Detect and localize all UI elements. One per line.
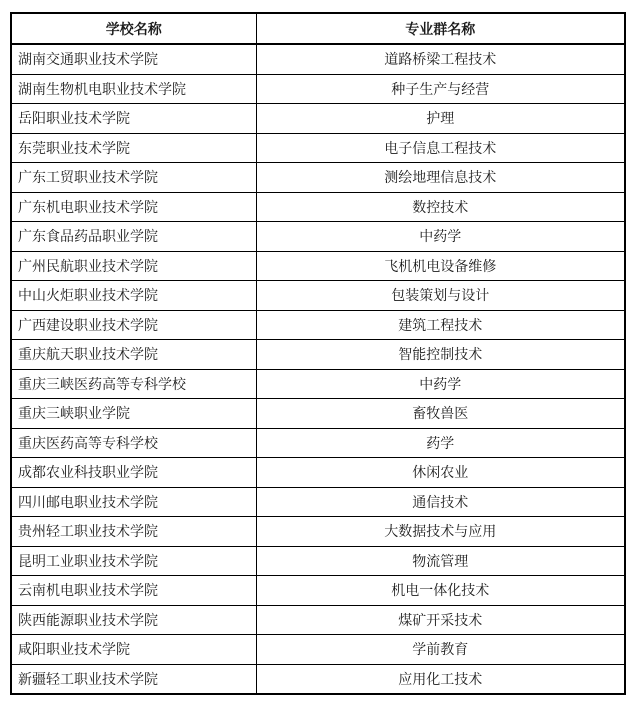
school-name-cell: 岳阳职业技术学院 <box>11 104 256 134</box>
table-row <box>11 605 625 635</box>
major-group-cell: 种子生产与经营 <box>256 74 625 104</box>
major-group-cell: 中药学 <box>256 222 625 252</box>
major-group-cell: 畜牧兽医 <box>256 399 625 429</box>
major-group-cell: 大数据技术与应用 <box>256 517 625 547</box>
school-name-cell: 中山火炬职业技术学院 <box>11 281 256 311</box>
table-row <box>11 281 625 311</box>
major-group-cell: 药学 <box>256 428 625 458</box>
major-group-cell: 通信技术 <box>256 487 625 517</box>
table-row <box>11 104 625 134</box>
header-major-group-name: 专业群名称 <box>256 13 625 44</box>
table-row <box>11 340 625 370</box>
table-row <box>11 74 625 104</box>
school-major-group-table <box>10 12 626 695</box>
school-name-cell: 湖南生物机电职业技术学院 <box>11 74 256 104</box>
school-name-cell: 昆明工业职业技术学院 <box>11 546 256 576</box>
major-group-cell: 测绘地理信息技术 <box>256 163 625 193</box>
table-row <box>11 163 625 193</box>
major-group-cell: 护理 <box>256 104 625 134</box>
major-group-cell: 中药学 <box>256 369 625 399</box>
major-group-cell: 休闲农业 <box>256 458 625 488</box>
major-group-cell: 包装策划与设计 <box>256 281 625 311</box>
school-name-cell: 东莞职业技术学院 <box>11 133 256 163</box>
school-name-cell: 广东工贸职业技术学院 <box>11 163 256 193</box>
table-row <box>11 428 625 458</box>
school-name-cell: 云南机电职业技术学院 <box>11 576 256 606</box>
table-row <box>11 517 625 547</box>
school-name-cell: 广东机电职业技术学院 <box>11 192 256 222</box>
table-row <box>11 369 625 399</box>
school-name-cell: 贵州轻工职业技术学院 <box>11 517 256 547</box>
table-row <box>11 664 625 694</box>
major-group-cell: 智能控制技术 <box>256 340 625 370</box>
school-name-cell: 重庆三峡医药高等专科学校 <box>11 369 256 399</box>
school-name-cell: 广西建设职业技术学院 <box>11 310 256 340</box>
major-group-cell: 建筑工程技术 <box>256 310 625 340</box>
major-group-cell: 数控技术 <box>256 192 625 222</box>
school-name-cell: 咸阳职业技术学院 <box>11 635 256 665</box>
major-group-cell: 学前教育 <box>256 635 625 665</box>
table-row <box>11 487 625 517</box>
major-group-cell: 物流管理 <box>256 546 625 576</box>
table-row <box>11 399 625 429</box>
table-row <box>11 635 625 665</box>
table-row <box>11 44 625 74</box>
school-name-cell: 陕西能源职业技术学院 <box>11 605 256 635</box>
header-school-name: 学校名称 <box>11 13 256 44</box>
major-group-cell: 应用化工技术 <box>256 664 625 694</box>
school-name-cell: 成都农业科技职业学院 <box>11 458 256 488</box>
table-row <box>11 251 625 281</box>
table-row <box>11 222 625 252</box>
school-name-cell: 四川邮电职业技术学院 <box>11 487 256 517</box>
major-group-cell: 道路桥梁工程技术 <box>256 44 625 74</box>
school-name-cell: 新疆轻工职业技术学院 <box>11 664 256 694</box>
major-group-cell: 飞机机电设备维修 <box>256 251 625 281</box>
major-group-cell: 煤矿开采技术 <box>256 605 625 635</box>
table-header-row <box>11 13 625 44</box>
school-name-cell: 广州民航职业技术学院 <box>11 251 256 281</box>
school-name-cell: 广东食品药品职业学院 <box>11 222 256 252</box>
table-body <box>11 44 625 694</box>
table-row <box>11 310 625 340</box>
table-row <box>11 576 625 606</box>
school-name-cell: 重庆医药高等专科学校 <box>11 428 256 458</box>
school-name-cell: 湖南交通职业技术学院 <box>11 44 256 74</box>
major-group-cell: 电子信息工程技术 <box>256 133 625 163</box>
table-row <box>11 546 625 576</box>
major-group-cell: 机电一体化技术 <box>256 576 625 606</box>
table-row <box>11 133 625 163</box>
table-row <box>11 192 625 222</box>
school-name-cell: 重庆三峡职业学院 <box>11 399 256 429</box>
table-row <box>11 458 625 488</box>
school-name-cell: 重庆航天职业技术学院 <box>11 340 256 370</box>
